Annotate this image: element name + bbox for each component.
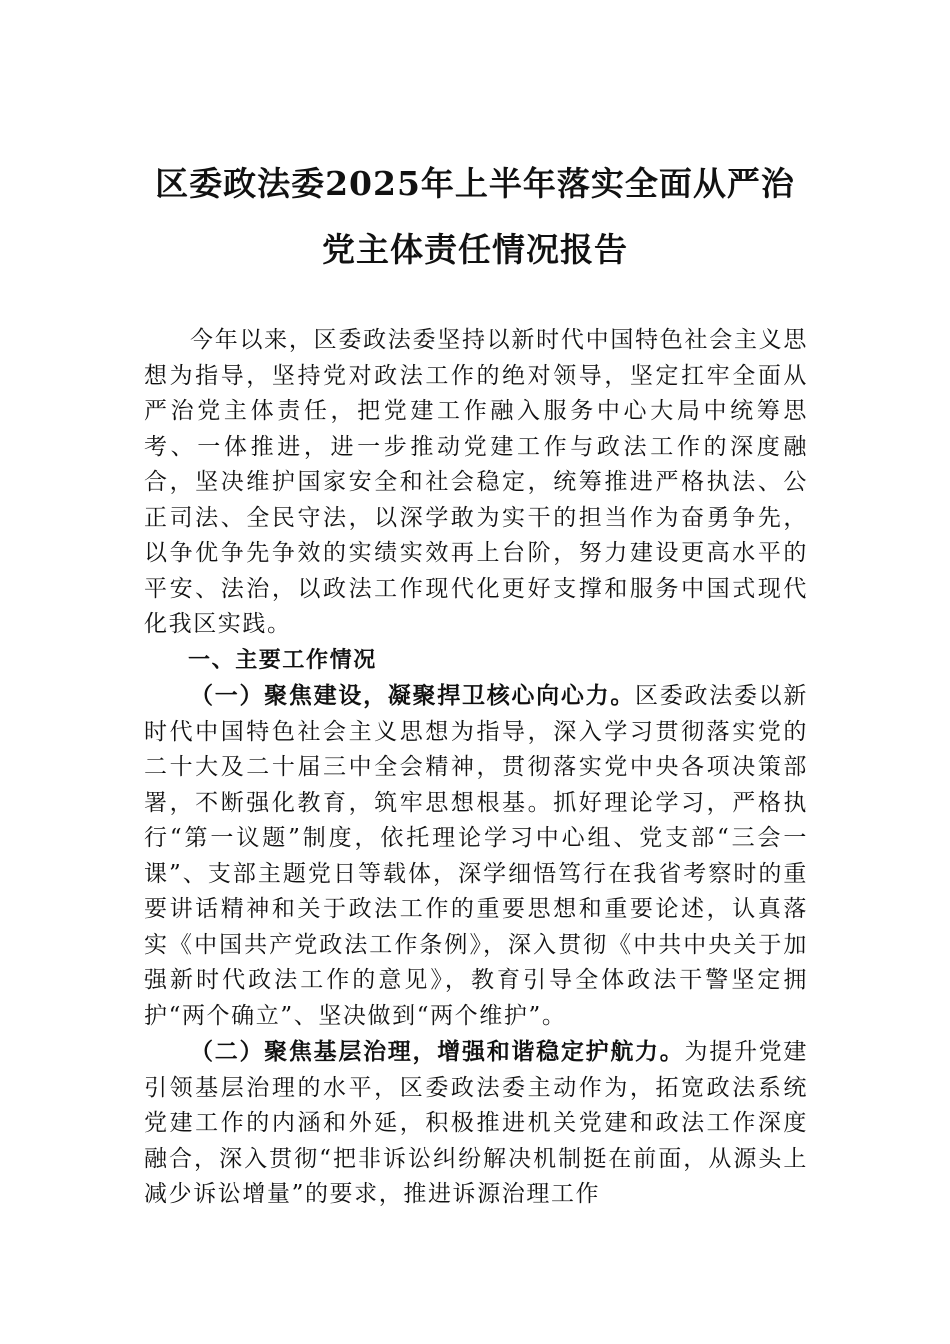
item-1-body: 区委政法委以新时代中国特色社会主义思想为指导，深入学习贯彻落实党的二十大及二十届三中全会精神，贯彻落实党中央各项决策部署，不断强化教育，筑牢思想根基。抓好理论学习，严格执行“第一议题”制度，依托理论学习中心组、党支部“三会一课”、支部主题党日等载体，深学细悟笃行在我省考察时的重要讲话精神和关于政法工作的重要思想和重要论述，认真落实《中国共产党政法工作条例》，深入贯彻《中共中央关于加强新时代政法工作的意见》，教育引导全体政法干警坚定拥护“两个确立”、坚决做到“两个维护”。: [144, 683, 808, 1029]
intro-paragraph: 今年以来，区委政法委坚持以新时代中国特色社会主义思想为指导，坚持党对政法工作的绝对领导，坚定扛牢全面从严治党主体责任，把党建工作融入服务中心大局中统筹思考、一体推进，进一步推动党建工作与政法工作的深度融合，坚决维护国家安全和社会稳定，统筹推进严格执法、公正司法、全民守法，以深学敢为实干的担当作为奋勇争先，以争优争先争效的实绩实效再上台阶，努力建设更高水平的平安、法治，以政法工作现代化更好支撑和服务中国式现代化我区实践。: [144, 327, 808, 637]
item-1-lead: （一）聚焦建设，凝聚捍卫核心向心力。: [190, 682, 636, 709]
document-body: [144, 323, 808, 1213]
section-heading-main-work: 一、主要工作情况: [188, 647, 377, 673]
item-2-body: 为提升党建引领基层治理的水平，区委政法委主动作为，拓宽政法系统党建工作的内涵和外延，积极推进机关党建和政法工作深度融合，深入贯彻“把非诉讼纠纷解决机制挺在前面，从源头上减少诉讼增量”的要求，推进诉源治理工作: [144, 1039, 808, 1207]
item-2-paragraph: [144, 1034, 808, 1213]
document-title-line-1: 区委政法委2025年上半年落实全面从严治: [155, 164, 795, 203]
document-title-line-2: 党主体责任情况报告: [322, 230, 628, 269]
item-2-lead: （二）聚焦基层治理，增强和谐稳定护航力。: [190, 1038, 685, 1065]
item-1-paragraph: [144, 678, 808, 1034]
